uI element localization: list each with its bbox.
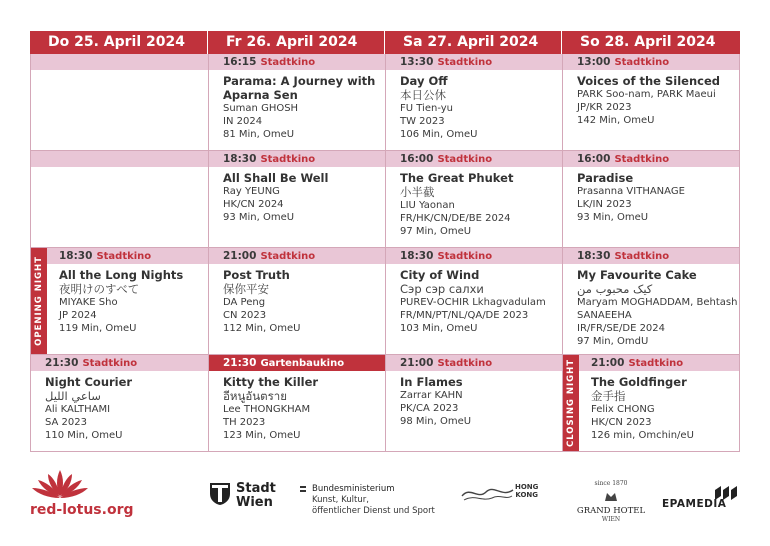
epamedia-logo-text: EPAMEDIA — [662, 498, 727, 510]
time-slot — [386, 248, 562, 264]
screening-time: 13:30 — [400, 56, 434, 68]
film-info — [209, 167, 385, 224]
time-slot — [563, 54, 739, 70]
film-info — [386, 167, 562, 238]
screening-time: 21:30 — [45, 357, 79, 369]
film-title: All the Long Nights — [59, 268, 184, 282]
film-original-title: ساعي الليل — [45, 389, 101, 403]
screening-venue: Stadtkino — [437, 358, 493, 369]
film-director: LIU Yaonan — [400, 200, 455, 211]
film-duration: 106 Min, OmeU — [400, 129, 478, 140]
night-badge-label: OPENING NIGHT — [34, 256, 44, 346]
time-slot — [386, 151, 562, 167]
day-header-row — [30, 31, 740, 54]
film-duration: 81 Min, OmeU — [223, 129, 295, 140]
film-duration: 112 Min, OmeU — [223, 323, 301, 334]
film-title: Voices of the Silenced — [577, 74, 720, 88]
film-country-year: TH 2023 — [223, 417, 266, 428]
day-header-sat: Sa 27. April 2024 — [385, 31, 562, 54]
film-info — [386, 70, 562, 141]
film-duration: 93 Min, OmeU — [223, 212, 295, 223]
film-country-year: LK/IN 2023 — [577, 199, 632, 210]
film-duration: 119 Min, OmeU — [59, 323, 137, 334]
time-slot — [31, 248, 208, 264]
time-slot — [563, 248, 739, 264]
program-grid — [30, 31, 740, 452]
screening-cell — [562, 54, 740, 150]
film-title: Paradise — [577, 171, 634, 185]
film-country-year: TW 2023 — [400, 116, 445, 127]
time-slot — [209, 248, 385, 264]
film-original-title: 夜明けのすべて — [59, 282, 140, 296]
day-header-thu: Do 25. April 2024 — [30, 31, 208, 54]
film-country-year: HK/CN 2023 — [591, 417, 652, 428]
film-country-year: FR/MN/PT/NL/QA/DE 2023 — [400, 310, 529, 321]
time-slot — [209, 151, 385, 167]
film-director: MIYAKE Sho — [59, 297, 118, 308]
time-slot — [386, 54, 562, 70]
film-duration: 103 Min, OmeU — [400, 323, 478, 334]
screening-venue: Stadtkino — [96, 251, 152, 262]
screening-cell — [385, 355, 562, 451]
film-duration: 97 Min, OmeU — [400, 226, 472, 237]
film-director: PUREV-OCHIR Lkhagvadulam — [400, 297, 546, 308]
screening-venue: Stadtkino — [614, 154, 670, 165]
film-info — [209, 371, 385, 442]
film-director: Felix CHONG — [591, 404, 655, 415]
hong-kong-logo-text: HONG KONG — [515, 483, 539, 499]
film-original-title: 金手指 — [591, 389, 626, 403]
film-title: All Shall Be Well — [223, 171, 329, 185]
screening-time: 18:30 — [400, 250, 434, 262]
schedule-row — [30, 355, 740, 452]
film-info — [563, 264, 739, 348]
film-duration: 142 Min, OmeU — [577, 115, 655, 126]
lotus-icon — [30, 468, 90, 500]
film-info — [209, 70, 385, 141]
screening-cell — [562, 355, 740, 451]
film-title: Post Truth — [223, 268, 290, 282]
empty-cell — [30, 151, 208, 247]
wien-shield-icon — [209, 482, 231, 506]
film-info — [31, 371, 208, 442]
screening-time: 16:00 — [577, 153, 611, 165]
screening-cell — [30, 248, 208, 354]
screening-cell — [562, 151, 740, 247]
film-title: The Great Phuket — [400, 171, 514, 185]
film-duration: 98 Min, OmeU — [400, 416, 472, 427]
screening-time: 16:00 — [400, 153, 434, 165]
schedule-row — [30, 248, 740, 355]
screening-cell — [385, 248, 562, 354]
film-original-title: 小半截 — [400, 185, 435, 199]
film-country-year: PK/CA 2023 — [400, 403, 459, 414]
screening-venue: Stadtkino — [614, 251, 670, 262]
screening-venue: Stadtkino — [437, 57, 493, 68]
empty-slot-bar — [31, 151, 208, 167]
film-original-title: Сэр сэр салхи — [400, 282, 484, 296]
film-duration: 97 Min, OmdU — [577, 336, 649, 347]
film-director: FU Tien-yu — [400, 103, 454, 114]
film-country-year: JP/KR 2023 — [577, 102, 632, 113]
screening-cell — [385, 54, 562, 150]
film-director: Maryam MOGHADDAM, Behtash SANAEEHA — [577, 297, 738, 321]
empty-cell — [30, 54, 208, 150]
film-title: The Goldfinger — [591, 375, 687, 389]
screening-time: 21:00 — [223, 250, 257, 262]
film-country-year: SA 2023 — [45, 417, 88, 428]
film-duration: 126 min, Omchin/eU — [591, 430, 694, 441]
time-slot — [209, 54, 385, 70]
film-title: Night Courier — [45, 375, 133, 389]
film-director: DA Peng — [223, 297, 266, 308]
film-country-year: CN 2023 — [223, 310, 267, 321]
screening-venue: Stadtkino — [437, 154, 493, 165]
screening-time: 18:30 — [223, 153, 257, 165]
empty-slot-bar — [31, 54, 208, 70]
film-country-year: FR/HK/CN/DE/BE 2024 — [400, 213, 511, 224]
film-original-title: 本日公休 — [400, 88, 446, 102]
screening-venue: Gartenbaukino — [260, 358, 345, 369]
screening-cell — [208, 151, 385, 247]
schedule-row — [30, 151, 740, 248]
day-header-fri: Fr 26. April 2024 — [208, 31, 385, 54]
time-slot — [31, 355, 208, 371]
film-original-title: อีหนูอันตราย — [223, 389, 287, 403]
screening-venue: Stadtkino — [82, 358, 138, 369]
film-original-title: کیک محبوب من — [577, 282, 653, 296]
screening-time: 18:30 — [577, 250, 611, 262]
film-title: My Favourite Cake — [577, 268, 697, 282]
film-info — [31, 264, 208, 335]
screening-time: 13:00 — [577, 56, 611, 68]
film-duration: 123 Min, OmeU — [223, 430, 301, 441]
screening-venue: Stadtkino — [614, 57, 670, 68]
film-country-year: HK/CN 2024 — [223, 199, 284, 210]
screening-time: 21:30 — [223, 357, 257, 369]
screening-cell — [385, 151, 562, 247]
film-director: Ray YEUNG — [223, 186, 280, 197]
screening-cell — [208, 54, 385, 150]
film-country-year: IR/FR/SE/DE 2024 — [577, 323, 666, 334]
film-director: Suman GHOSH — [223, 103, 299, 114]
night-badge — [31, 248, 47, 354]
night-badge-label: CLOSING NIGHT — [566, 358, 576, 448]
film-title: City of Wind — [400, 268, 480, 282]
film-director: Prasanna VITHANAGE — [577, 186, 685, 197]
screening-venue: Stadtkino — [437, 251, 493, 262]
screening-cell — [562, 248, 740, 354]
screening-time: 21:00 — [400, 357, 434, 369]
screening-venue: Stadtkino — [628, 358, 684, 369]
night-badge — [563, 355, 579, 451]
film-duration: 110 Min, OmeU — [45, 430, 123, 441]
time-slot — [563, 151, 739, 167]
film-info — [209, 264, 385, 335]
festival-website: red-lotus.org — [30, 502, 134, 518]
film-info — [563, 371, 739, 442]
film-title: Parama: A Journey with Aparna Sen — [223, 74, 376, 102]
film-director: Lee THONGKHAM — [223, 404, 311, 415]
screening-venue: Stadtkino — [260, 57, 316, 68]
screening-venue: Stadtkino — [260, 251, 316, 262]
film-info — [386, 371, 562, 428]
time-slot — [563, 355, 739, 371]
film-original-title: 保你平安 — [223, 282, 269, 296]
film-country-year: IN 2024 — [223, 116, 263, 127]
time-slot — [209, 355, 385, 371]
film-info — [563, 167, 739, 224]
day-header-sun: So 28. April 2024 — [580, 34, 716, 50]
film-country-year: JP 2024 — [59, 310, 97, 321]
screening-time: 16:15 — [223, 56, 257, 68]
time-slot — [386, 355, 562, 371]
screening-venue: Stadtkino — [260, 154, 316, 165]
film-title: Day Off — [400, 74, 448, 88]
wien-logo-text: Stadt Wien — [236, 481, 276, 510]
film-director: Ali KALTHAMI — [45, 404, 111, 415]
film-info — [386, 264, 562, 335]
film-director: PARK Soo-nam, PARK Maeui — [577, 89, 716, 100]
screening-cell — [208, 355, 385, 451]
hotel-crest-icon — [604, 490, 618, 502]
screening-time: 18:30 — [59, 250, 93, 262]
screening-cell — [30, 355, 208, 451]
screening-cell — [208, 248, 385, 354]
sponsor-logos — [0, 462, 770, 532]
schedule-row — [30, 54, 740, 151]
film-info — [563, 70, 739, 127]
film-duration: 93 Min, OmeU — [577, 212, 649, 223]
grand-hotel-logo: since 1870 GRAND HOTEL WIEN — [576, 480, 646, 523]
screening-time: 21:00 — [591, 357, 625, 369]
film-title: In Flames — [400, 375, 463, 389]
ministry-logo: Bundesministerium Kunst, Kultur, öffentlicher Dienst und Sport — [300, 484, 435, 517]
film-director: Zarrar KAHN — [400, 390, 463, 401]
hong-kong-dragon-icon — [460, 482, 515, 504]
film-title: Kitty the Killer — [223, 375, 319, 389]
